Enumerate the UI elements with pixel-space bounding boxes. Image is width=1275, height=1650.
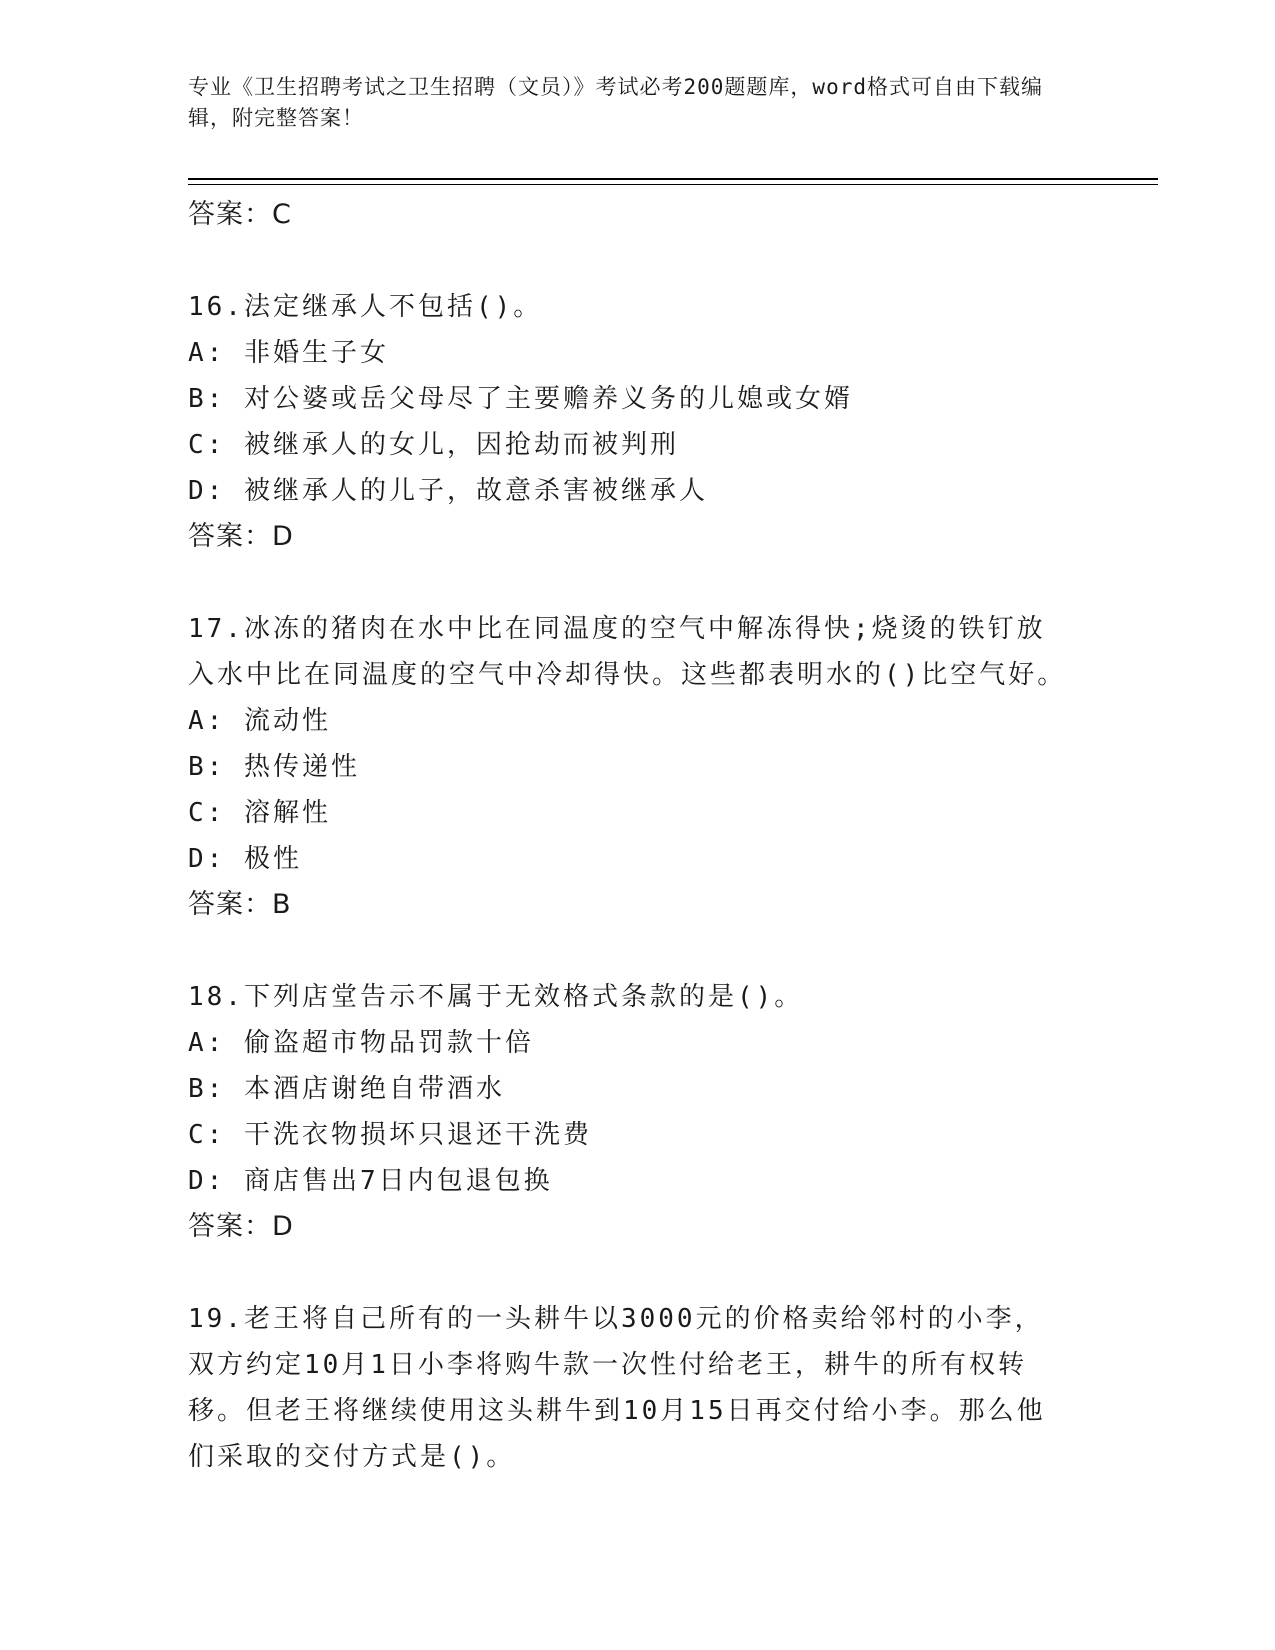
option-b: B: 热传递性	[188, 752, 360, 782]
question-block	[188, 284, 1068, 560]
option-d: D: 被继承人的儿子，故意杀害被继承人	[188, 476, 708, 506]
answer-line: 答案：C	[188, 199, 292, 230]
header-rule-thick	[188, 178, 1158, 180]
question-text: 17.冰冻的猪肉在水中比在同温度的空气中解冻得快;烧烫的铁钉放入水中比在同温度的空气中冷却得快。这些都表明水的()比空气好。	[188, 614, 1067, 690]
spacer	[188, 1250, 1068, 1296]
header-rule-thin	[188, 184, 1158, 185]
option-d: D: 商店售出7日内包退包换	[188, 1166, 553, 1196]
option-a: A: 偷盗超市物品罚款十倍	[188, 1028, 534, 1058]
question-list	[188, 190, 1068, 1480]
option-d: D: 极性	[188, 844, 302, 874]
answer-line: 答案：D	[188, 1211, 294, 1242]
option-c: C: 溶解性	[188, 798, 331, 828]
option-a: A: 流动性	[188, 706, 331, 736]
question-text: 18.下列店堂告示不属于无效格式条款的是()。	[188, 982, 804, 1012]
question-block	[188, 606, 1068, 928]
document-header: 专业《卫生招聘考试之卫生招聘（文员）》考试必考200题题库，word格式可自由下载编辑，附完整答案！	[188, 75, 1043, 130]
option-c: C: 干洗衣物损坏只退还干洗费	[188, 1120, 592, 1150]
question-text: 16.法定继承人不包括()。	[188, 292, 543, 322]
spacer	[188, 560, 1068, 606]
option-b: B: 对公婆或岳父母尽了主要赡养义务的儿媳或女婿	[188, 384, 853, 414]
spacer	[188, 928, 1068, 974]
option-c: C: 被继承人的女儿，因抢劫而被判刑	[188, 430, 679, 460]
question-block	[188, 974, 1068, 1250]
answer-line: 答案：B	[188, 889, 292, 920]
option-a: A: 非婚生子女	[188, 338, 389, 368]
question-text: 19.老王将自己所有的一头耕牛以3000元的价格卖给邻村的小李，双方约定10月1日小李将购牛款一次性付给老王，耕牛的所有权转移。但老王将继续使用这头耕牛到10月15日再交付给小李。那么他们采取的交付方式是()。	[188, 1304, 1046, 1472]
spacer	[188, 238, 1068, 284]
answer-line: 答案：D	[188, 521, 294, 552]
question-block	[188, 1296, 1068, 1480]
option-b: B: 本酒店谢绝自带酒水	[188, 1074, 505, 1104]
